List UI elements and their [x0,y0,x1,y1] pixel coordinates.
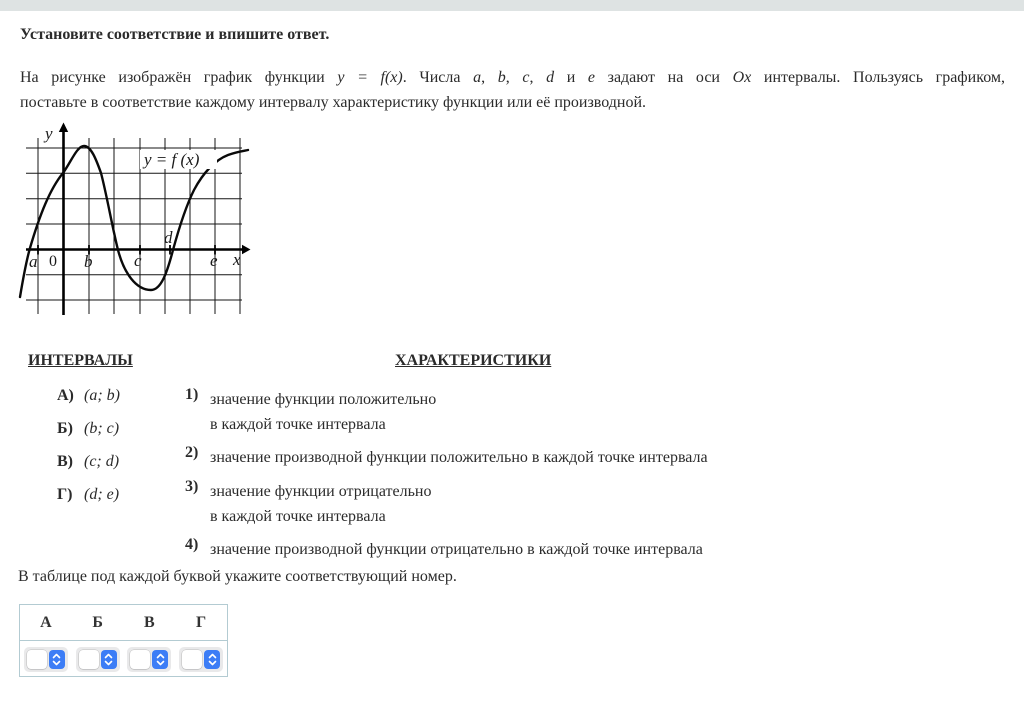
math-e: e [587,69,595,86]
answer-col-header-a: А [40,613,52,631]
interval-letter-b: Б) [57,420,73,437]
math-y-fx: y = f(x) [337,69,403,86]
function-graph [16,116,258,320]
answer-table [19,604,228,677]
top-strip [0,0,1024,11]
answer-table-select-row [20,641,227,677]
math-ox: Ox [732,69,752,86]
interval-range-a: (a; b) [84,387,120,404]
characteristic-num-1: 1) [185,386,199,403]
y-axis-arrow [59,123,68,133]
question-title: Установите соответствие и впишите ответ. [20,26,330,43]
select-stepper-icon [49,650,65,669]
characteristic-text-1 [210,387,1000,437]
tick-label-b: b [84,252,93,271]
tick-label-c: c [134,251,142,270]
intervals-header: ИНТЕРВАЛЫ [28,352,133,369]
characteristic-text-2: значение производной функции положительно в каждой точке интервала [210,449,708,466]
origin-label: 0 [49,253,57,270]
characteristic-3-line2: в каждой точке интервала [210,508,386,525]
tick-label-d: d [164,228,173,247]
answer-cell-b [72,647,124,672]
problem-text-part: интервалы. Пользуясь графиком, [751,69,1006,86]
problem-text-line2: поставьте в соответствие каждому интервалу характеристику функции или её производной. [20,94,647,111]
answer-select-b[interactable] [76,647,120,672]
answer-select-v-value [130,650,150,669]
select-stepper-icon [204,650,220,669]
answer-select-v[interactable] [127,647,171,672]
interval-range-v: (c; d) [84,453,120,470]
problem-text-part: задают на оси [595,69,733,86]
interval-letter-g: Г) [57,486,73,503]
answer-table-header-row [20,605,227,641]
problem-text-part: , [481,69,498,86]
answer-select-a-value [27,650,47,669]
answer-select-b-value [79,650,99,669]
answer-col-header-b: Б [92,613,103,631]
tick-label-e: e [210,251,218,270]
answer-instruction: В таблице под каждой буквой укажите соответствующий номер. [18,568,457,585]
answer-select-g[interactable] [179,647,223,672]
x-axis-label: x [233,250,241,269]
answer-select-a[interactable] [24,647,68,672]
characteristic-text-3 [210,479,1000,529]
select-stepper-icon [152,650,168,669]
math-d: d [546,69,555,86]
problem-text-part: и [554,69,588,86]
interval-range-b: (b; c) [84,420,120,437]
problem-text-part: , [505,69,523,86]
problem-text-line1 [20,69,1005,87]
answer-col-header-v: В [144,613,155,631]
interval-range-g: (d; e) [84,486,120,503]
interval-letter-a: А) [57,387,74,404]
problem-text-part: . Числа [402,69,474,86]
math-b: b [497,69,506,86]
x-axis-arrow [242,245,251,254]
answer-cell-g [175,647,227,672]
characteristic-1-line2: в каждой точке интервала [210,416,386,433]
characteristic-num-3: 3) [185,478,199,495]
characteristic-num-2: 2) [185,444,199,461]
characteristic-1-line1: значение функции положительно [210,391,437,408]
answer-col-header-g: Г [196,613,207,631]
characteristic-text-4: значение производной функции отрицательно в каждой точке интервала [210,541,703,558]
curve-label: y = f (x) [144,150,200,169]
math-c: c [522,69,530,86]
interval-letter-v: В) [57,453,73,470]
tick-label-a: a [29,252,38,271]
problem-text-part: , [529,69,547,86]
answer-select-g-value [182,650,202,669]
problem-text-part: На рисунке изображён график функции [20,69,338,86]
characteristics-header: ХАРАКТЕРИСТИКИ [395,352,552,369]
characteristic-num-4: 4) [185,536,199,553]
y-axis-label: y [45,124,53,143]
characteristic-3-line1: значение функции отрицательно [210,483,432,500]
answer-cell-a [20,647,72,672]
math-a: a [473,69,482,86]
select-stepper-icon [101,650,117,669]
answer-cell-v [124,647,176,672]
